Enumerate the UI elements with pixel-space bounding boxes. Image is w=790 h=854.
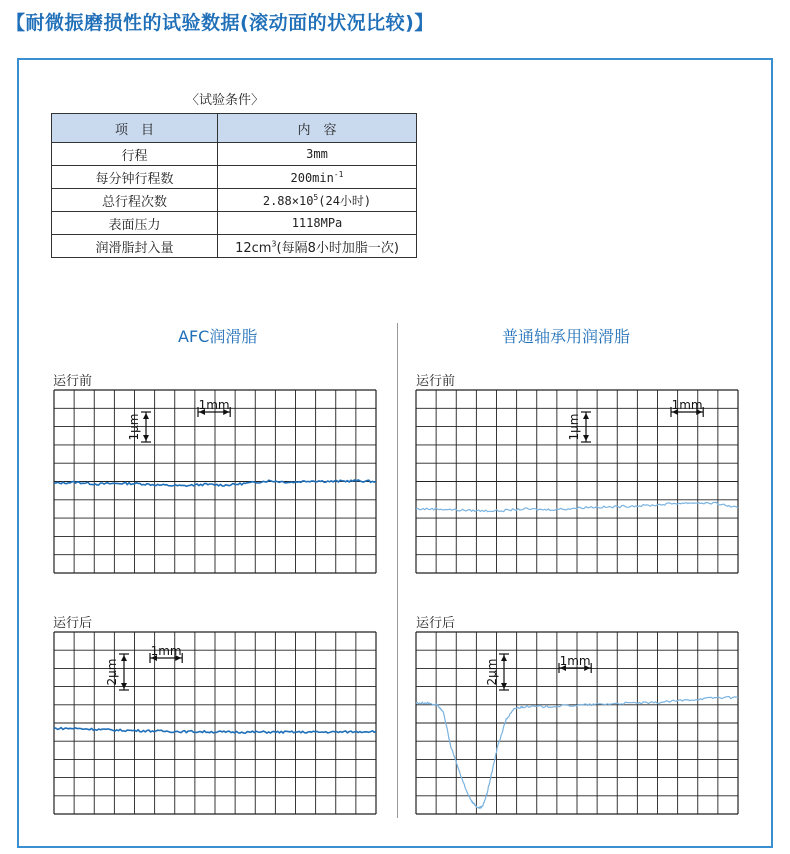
normal-before-plot xyxy=(416,390,738,573)
afc-after-label: 运行后 xyxy=(53,616,93,631)
column-divider xyxy=(397,323,398,818)
x-scale-label: 1mm xyxy=(198,398,230,412)
afc-before-label: 运行前 xyxy=(53,374,93,389)
table-row xyxy=(52,189,417,212)
normal-after-label: 运行后 xyxy=(416,616,456,631)
x-scale-label: 1mm xyxy=(559,654,591,668)
page-title: 【耐微振磨损性的试验数据(滚动面的状况比较)】 xyxy=(6,12,434,34)
table-header-row xyxy=(52,114,417,143)
row-value-sup: 3 xyxy=(271,239,277,249)
normal-grease-title: 普通轴承用润滑脂 xyxy=(502,327,631,346)
row-value-sup: -1 xyxy=(333,169,344,179)
row-item: 表面压力 xyxy=(52,212,218,235)
row-value-suffix: (每隔8小时加脂一次) xyxy=(276,240,399,256)
row-item: 润滑脂封入量 xyxy=(52,235,218,258)
conditions-table xyxy=(51,113,417,258)
row-value-text: 3mm xyxy=(306,147,328,161)
row-value-sup: 5 xyxy=(313,192,319,202)
row-item: 总行程次数 xyxy=(52,189,218,212)
afc-before-plot xyxy=(54,390,376,573)
y-scale-label: 1μm xyxy=(127,413,141,441)
row-value xyxy=(218,212,417,235)
afc-grease-title: AFC润滑脂 xyxy=(178,327,258,346)
row-value-text: 2.88×10 xyxy=(262,193,314,208)
row-value xyxy=(218,166,417,189)
row-value-text: 1118MPa xyxy=(291,216,343,230)
row-item: 行程 xyxy=(52,143,218,166)
normal-after-plot xyxy=(416,632,738,814)
header-item: 项 目 xyxy=(52,114,218,143)
x-scale-label: 1mm xyxy=(671,398,703,412)
header-content: 内 容 xyxy=(218,114,417,143)
row-value xyxy=(218,189,417,212)
y-scale-label: 1μm xyxy=(567,413,581,441)
table-row xyxy=(52,235,417,258)
row-value xyxy=(218,235,417,258)
grid xyxy=(54,632,376,814)
row-item: 每分钟行程数 xyxy=(52,166,218,189)
y-scale-label: 2μm xyxy=(105,658,119,686)
y-scale-label: 2μm xyxy=(485,658,499,686)
normal-before-label: 运行前 xyxy=(416,374,456,389)
table-row xyxy=(52,212,417,235)
table-row xyxy=(52,166,417,189)
row-value-text: 200min xyxy=(290,170,334,185)
row-value xyxy=(218,143,417,166)
conditions-caption: 〈试验条件〉 xyxy=(186,93,265,108)
table-row xyxy=(52,143,417,166)
row-value-text: 12cm xyxy=(235,240,272,256)
x-scale-label: 1mm xyxy=(150,644,182,658)
afc-after-plot xyxy=(54,632,376,814)
row-value-suffix: (24小时) xyxy=(318,193,372,208)
